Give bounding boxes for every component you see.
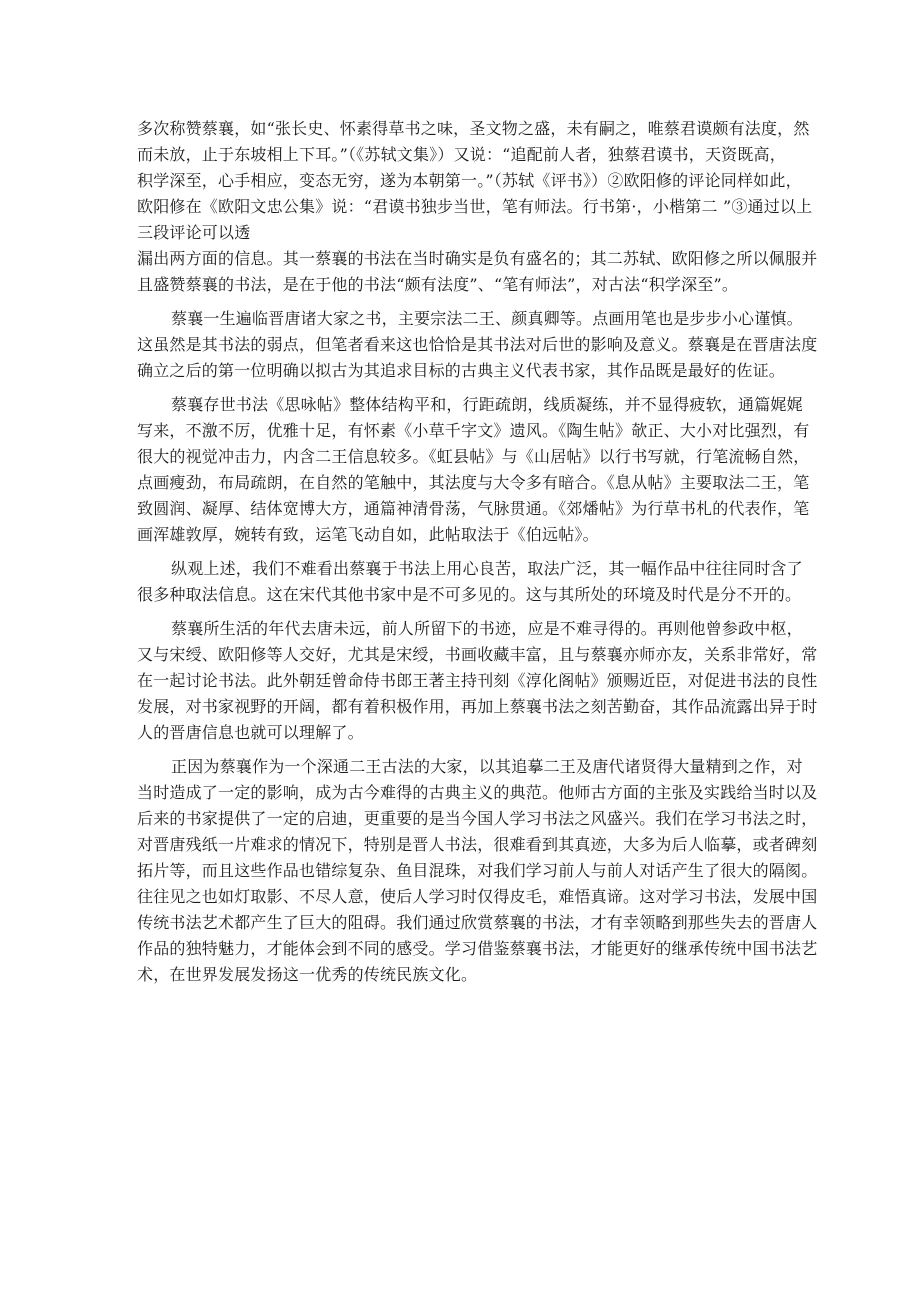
text-line: 确立之后的第一位明确以拟古为其追求目标的古典主义代表书家，其作品既是最好的佐证。 <box>137 361 786 380</box>
text-line: 人的晋唐信息也就可以理解了。 <box>137 723 364 742</box>
text-line: 后来的书家提供了一定的启迪，更重要的是当今国人学习书法之风盛兴。我们在学习书法之时， <box>137 809 818 828</box>
text-line: 欧阳修在《欧阳文忠公集》说：“君谟书独步当世，笔有师法。行书第·，小楷第二 ”③通过以上 <box>137 197 813 216</box>
paragraph-4 <box>137 556 803 608</box>
paragraph-6 <box>137 754 818 988</box>
document-body <box>137 116 818 988</box>
text-line: 对晋唐残纸一片难求的情况下，特别是晋人书法，很难看到其真迹，大多为后人临摹，或者碑刻 <box>137 835 818 854</box>
text-line: 点画瘦劲，布局疏朗，在自然的笔触中，其法度与大令多有暗合。《息从帖》主要取法二王，笔 <box>137 473 810 492</box>
text-line: 蔡襄一生遍临晋唐诸大家之书，主要宗法二王、颜真卿等。点画用笔也是步步小心谨慎。 <box>171 309 803 328</box>
text-line: 蔡襄所生活的年代去唐未远，前人所留下的书迹，应是不难寻得的。再则他曾参政中枢， <box>171 619 803 638</box>
text-line: 正因为蔡襄作为一个深通二王古法的大家，以其追摹二王及唐代诸贤得大量精到之作，对 <box>171 757 803 776</box>
text-line: 致圆润、凝厚、结体宽博大方，通篇神清骨荡，气脉贯通。《郊燔帖》为行草书札的代表作，笔 <box>137 499 810 518</box>
text-line: 很多种取法信息。这在宋代其他书家中是不可多见的。这与其所处的环境及时代是分不开的。 <box>137 585 802 604</box>
text-line: 传统书法艺术都产生了巨大的阻碍。我们通过欣赏蔡襄的书法，才有幸领略到那些失去的晋唐人 <box>137 913 818 932</box>
text-line: 而未放，止于东坡相上下耳。”（《苏轼文集》）又说：“追配前人者，独蔡君谟书，天资既高， <box>137 145 786 164</box>
paragraph-1 <box>137 116 818 298</box>
text-line: 在一起讨论书法。此外朝廷曾命侍书郎王著主持刊刻《淳化阁帖》颁赐近臣，对促进书法的良性 <box>137 671 818 690</box>
text-line: 当时造成了一定的影响，成为古今难得的古典主义的典范。他师古方面的主张及实践给当时以及 <box>137 783 818 802</box>
text-line: 写来，不激不厉，优雅十足，有怀素《小草千字文》遗风。《陶生帖》欹正、大小对比强烈，有 <box>137 421 810 440</box>
paragraph-2 <box>137 306 818 384</box>
text-line: 很大的视觉冲击力，内含二王信息较多。《虹县帖》与《山居帖》以行书写就，行笔流畅自然， <box>137 447 810 466</box>
text-line: 积学深至，心手相应，变态无穷，遂为本朝第一。”（苏轼《评书》）②欧阳修的评论同样如此， <box>137 171 802 190</box>
text-line: 发展，对书家视野的开阔，都有着积极作用，再加上蔡襄书法之刻苦勤奋，其作品流露出异于时 <box>137 697 818 716</box>
text-line: 纵观上述，我们不难看出蔡襄于书法上用心良苦，取法广泛，其一幅作品中往往同时含了 <box>171 559 803 578</box>
text-line: 漏出两方面的信息。其一蔡襄的书法在当时确实是负有盛名的；其二苏轼、欧阳修之所以佩服并 <box>137 249 818 268</box>
paragraph-5 <box>137 616 818 746</box>
text-line: 作品的独特魅力，才能体会到不同的感受。学习借鉴蔡襄书法，才能更好的继承传统中国书法艺 <box>137 939 818 958</box>
text-line: 拓片等，而且这些作品也错综复杂、鱼目混珠，对我们学习前人与前人对话产生了很大的隔阂。 <box>137 861 818 880</box>
text-line: 往往见之也如灯取影、不尽人意，使后人学习时仅得皮毛，难悟真谛。这对学习书法，发展中国 <box>137 887 818 906</box>
text-line: 又与宋绶、欧阳修等人交好，尤其是宋绶，书画收藏丰富，且与蔡襄亦师亦友，关系非常好，常 <box>137 645 818 664</box>
text-line: 三段评论可以透 <box>137 223 251 242</box>
paragraph-3 <box>137 392 810 548</box>
text-line: 蔡襄存世书法《思咏帖》整体结构平和，行距疏朗，线质凝练，并不显得疲软，通篇娓娓 <box>171 395 803 414</box>
text-line: 这虽然是其书法的弱点，但笔者看来这也恰恰是其书法对后世的影响及意义。蔡襄是在晋唐法度 <box>137 335 818 354</box>
text-line: 且盛赞蔡襄的书法，是在于他的书法“颇有法度”、“笔有师法”，对古法“积学深至”。 <box>137 275 739 294</box>
text-line: 多次称赞蔡襄，如“张长史、怀素得草书之味，圣文物之盛，未有嗣之，唯蔡君谟颇有法度，然 <box>137 119 810 138</box>
text-line: 画浑雄敦厚，婉转有致，运笔飞动自如，此帖取法于《伯远帖》。 <box>137 525 599 544</box>
text-line: 术，在世界发展发扬这一优秀的传统民族文化。 <box>137 965 478 984</box>
